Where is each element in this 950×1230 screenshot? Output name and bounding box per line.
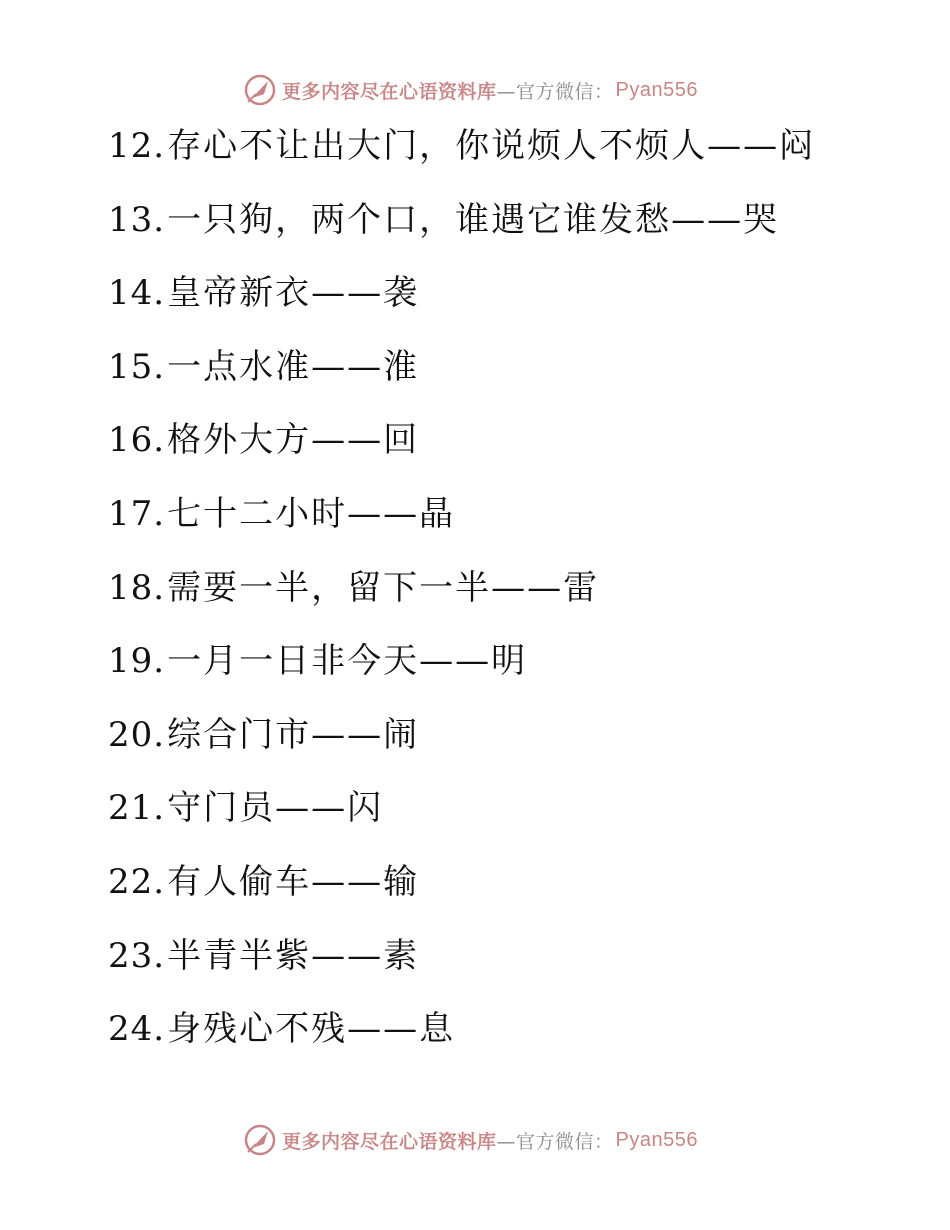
riddle-text: 皇帝新衣——袭 <box>167 273 420 314</box>
watermark-wechat-id: Pyan556 <box>615 78 698 101</box>
riddle-item <box>108 267 815 341</box>
riddle-text: 存心不让出大门，你说烦人不烦人——闷 <box>167 126 816 166</box>
riddle-number: 12. <box>108 126 166 166</box>
watermark-sub-text: —官方微信： <box>496 1130 614 1153</box>
riddle-number: 24. <box>108 1009 166 1050</box>
riddle-text: 半青半紫——素 <box>167 935 420 976</box>
riddle-item <box>108 341 815 415</box>
riddle-text: 一只狗，两个口，谁遇它谁发愁——哭 <box>167 199 780 240</box>
riddle-item <box>108 856 815 930</box>
riddle-item <box>108 930 815 1004</box>
riddle-item <box>108 635 815 709</box>
riddle-item <box>108 120 815 194</box>
footer-watermark <box>0 1120 950 1160</box>
riddle-list <box>108 120 815 1077</box>
riddle-text: 需要一半，留下一半——雷 <box>167 567 600 608</box>
riddle-number: 13. <box>108 199 166 240</box>
riddle-number: 21. <box>108 788 166 829</box>
riddle-text: 七十二小时——晶 <box>167 493 456 534</box>
riddle-text: 综合门市——闹 <box>167 714 420 755</box>
riddle-number: 15. <box>108 346 166 387</box>
riddle-number: 16. <box>108 420 166 461</box>
riddle-text: 一月一日非今天——明 <box>167 641 528 682</box>
riddle-number: 22. <box>108 861 166 902</box>
riddle-item <box>108 194 815 268</box>
riddle-item <box>108 782 815 856</box>
riddle-text: 身残心不残——息 <box>167 1009 456 1050</box>
riddle-item <box>108 414 815 488</box>
header-watermark <box>0 70 950 110</box>
quill-logo-icon <box>242 72 278 108</box>
riddle-text: 守门员——闪 <box>167 788 384 829</box>
riddle-text: 一点水准——淮 <box>167 346 420 387</box>
riddle-text: 格外大方——回 <box>167 420 420 461</box>
riddle-number: 20. <box>108 714 166 755</box>
riddle-number: 17. <box>108 493 166 534</box>
riddle-item <box>108 1003 815 1077</box>
watermark-main-text: 更多内容尽在心语资料库 <box>282 1130 497 1153</box>
riddle-text: 有人偷车——输 <box>167 861 420 902</box>
watermark-sub-text: —官方微信： <box>496 80 614 103</box>
riddle-item <box>108 488 815 562</box>
riddle-number: 23. <box>108 935 166 976</box>
riddle-item <box>108 709 815 783</box>
riddle-item <box>108 562 815 636</box>
quill-logo-icon <box>242 1122 278 1158</box>
riddle-number: 18. <box>108 567 166 608</box>
watermark-main-text: 更多内容尽在心语资料库 <box>282 80 497 103</box>
riddle-number: 19. <box>108 641 166 682</box>
watermark-wechat-id: Pyan556 <box>615 1128 698 1151</box>
riddle-number: 14. <box>108 273 166 314</box>
